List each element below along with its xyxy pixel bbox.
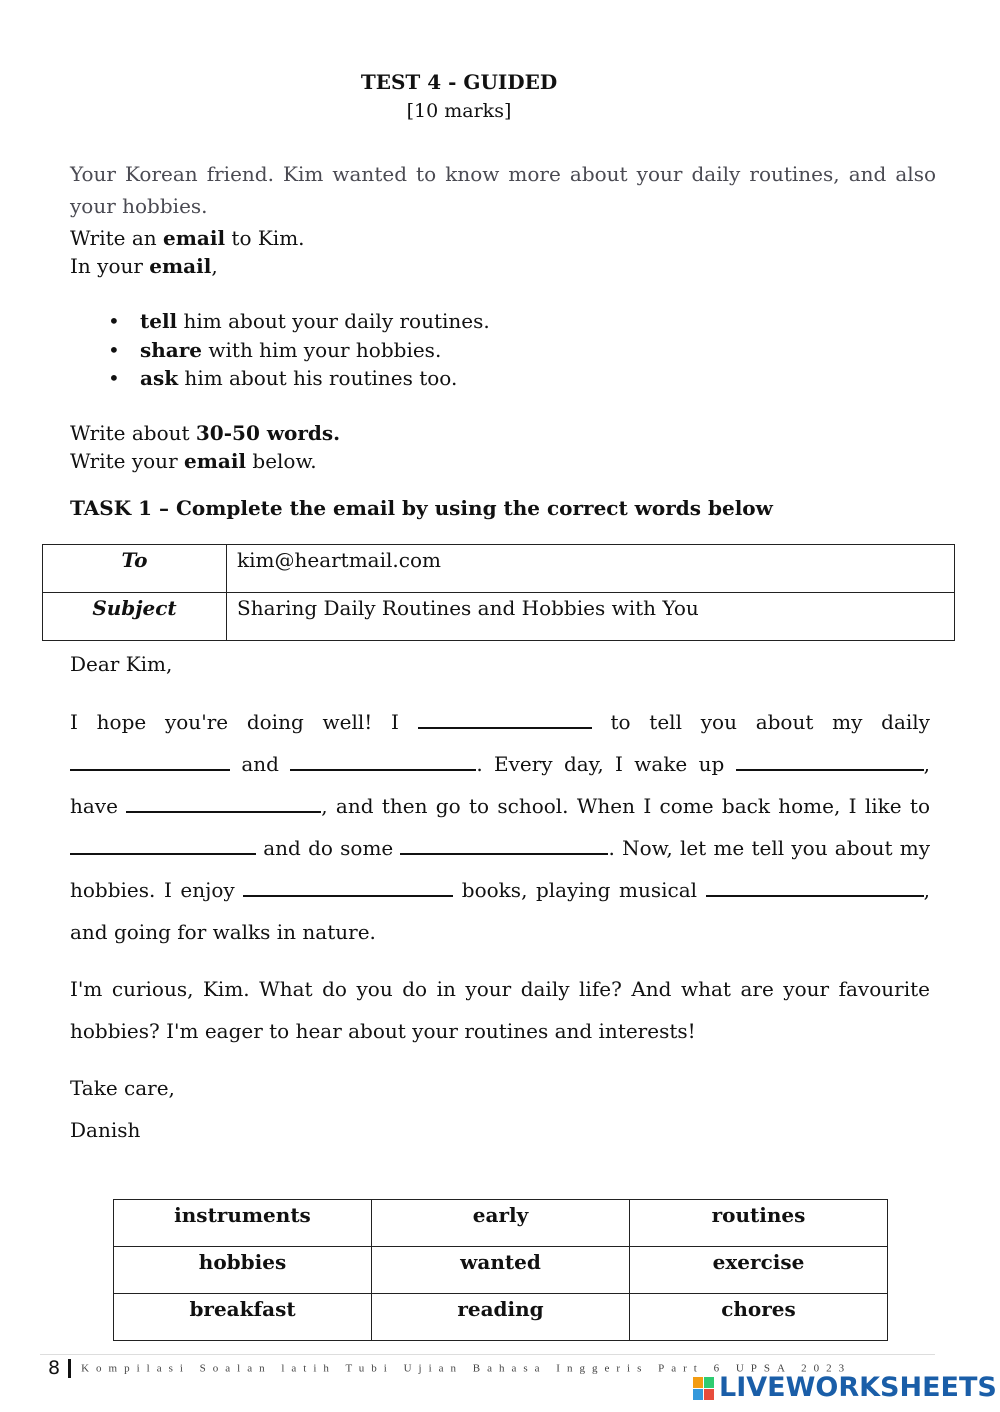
blank-input[interactable] [706,873,924,897]
logo-text: LIVEWORKSHEETS [719,1372,997,1403]
word-bank-row [114,1294,888,1341]
blank-input[interactable] [243,873,453,897]
word-bank-cell[interactable]: wanted [372,1247,630,1294]
email-header-table [42,544,955,641]
page-number: 8 [48,1357,61,1379]
word-bank-cell[interactable]: chores [630,1294,888,1341]
word-bank-cell[interactable]: exercise [630,1247,888,1294]
footer-text: Kompilasi Soalan latih Tubi Ujian Bahasa Inggeris Part 6 UPSA 2023 [81,1362,852,1375]
liveworksheets-logo[interactable] [693,1372,997,1403]
word-bank-row [114,1200,888,1247]
to-label: To [43,545,227,593]
instruction-line-3: Write about 30-50 words. [70,421,341,445]
subject-value: Sharing Daily Routines and Hobbies with You [227,593,955,641]
blank-input[interactable] [70,831,256,855]
bullet-item: • ask him about his routines too. [108,366,458,390]
word-bank-cell[interactable]: routines [630,1200,888,1247]
word-bank-cell[interactable]: early [372,1200,630,1247]
to-value: kim@heartmail.com [227,545,955,593]
page-title: TEST 4 - GUIDED [360,70,558,94]
task-title: TASK 1 – Complete the email by using the correct words below [70,496,773,520]
email-greeting: Dear Kim, [70,652,173,676]
word-bank-cell[interactable]: instruments [114,1200,372,1247]
bullet-icon: • [108,338,120,362]
blank-input[interactable] [70,747,230,771]
marks-label: [10 marks] [406,100,512,122]
intro-text: Your Korean friend. Kim wanted to know more about your daily routines, and also your hobbies. [70,162,936,218]
bullet-item: • tell him about your daily routines. [108,309,490,333]
subject-row [43,593,955,641]
blank-input[interactable] [126,789,321,813]
blank-input[interactable] [400,831,608,855]
footer-divider [40,1354,935,1355]
bullet-item: • share with him your hobbies. [108,338,442,362]
bullet-icon: • [108,309,120,333]
to-row [43,545,955,593]
footer-separator [68,1359,71,1378]
email-body-paragraph: I hope you're doing well! I to tell you about my daily and . Every day, I wake up , have , and then go to school. When I come back home, I like to and do some . Now, let me tell you about my hobbies. I enjoy books, playing musical , and going for walks in nature. [70,701,930,953]
instruction-line-4: Write your email below. [70,449,317,473]
subject-label: Subject [43,593,227,641]
email-closing: Take care, [70,1076,175,1100]
blank-input[interactable] [736,747,924,771]
word-bank-cell[interactable]: breakfast [114,1294,372,1341]
word-bank-cell[interactable]: reading [372,1294,630,1341]
bullet-icon: • [108,366,120,390]
blank-input[interactable] [290,747,476,771]
word-bank-table [113,1199,888,1341]
liveworksheets-logo-icon [693,1377,715,1401]
email-signature: Danish [70,1118,141,1142]
email-question-paragraph: I'm curious, Kim. What do you do in your daily life? And what are your favourite hobbies? I'm eager to hear about your routines and interests! [70,977,930,1043]
blank-input[interactable] [418,705,592,729]
word-bank-cell[interactable]: hobbies [114,1247,372,1294]
instruction-line-2: In your email, [70,254,218,278]
word-bank-row [114,1247,888,1294]
instruction-line-1: Write an email to Kim. [70,226,305,250]
